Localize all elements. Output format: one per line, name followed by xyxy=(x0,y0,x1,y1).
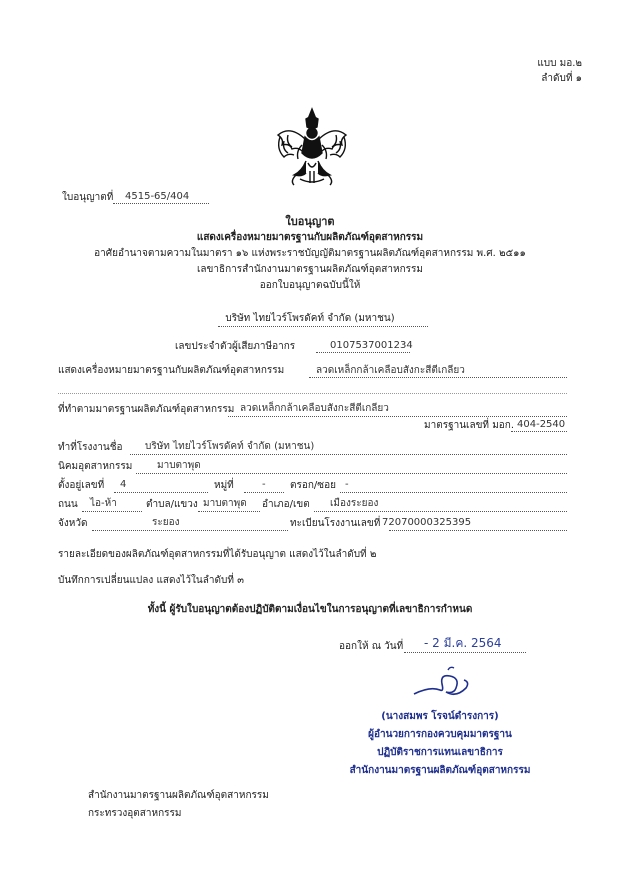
district-value: เมืองระยอง xyxy=(330,498,379,509)
details-note: รายละเอียดของผลิตภัณฑ์อุตสาหกรรมที่ได้รับอนุญาต แสดงไว้ในลำดับที่ ๒ xyxy=(58,549,377,560)
sequence-number: ลำดับที่ ๑ xyxy=(541,73,582,84)
authority-line: อาศัยอำนาจตามความในมาตรา ๑๖ แห่งพระราชบัญญัติมาตรฐานผลิตภัณฑ์อุตสาหกรรม พ.ศ. ๒๕๑๑ xyxy=(94,248,526,259)
garuda-emblem xyxy=(272,105,352,190)
industrial-estate-underline xyxy=(136,473,567,474)
license-number-label: ใบอนุญาตที่ xyxy=(62,192,114,203)
soi-label: ตรอก/ซอย xyxy=(290,480,336,491)
tax-id-label: เลขประจำตัวผู้เสียภาษีอากร xyxy=(175,341,296,352)
soi-value: - xyxy=(345,479,349,490)
signer-title-3: สำนักงานมาตรฐานผลิตภัณฑ์อุตสาหกรรม xyxy=(349,765,531,776)
province-label: จังหวัด xyxy=(58,518,88,529)
signer-name: (นางสมพร โรจน์ดำรงการ) xyxy=(381,711,499,722)
footer-ministry: กระทรวงอุตสาหกรรม xyxy=(88,808,182,819)
address-number: 4 xyxy=(120,479,127,490)
license-number-underline xyxy=(113,203,209,204)
document-subtitle: แสดงเครื่องหมายมาตรฐานกับผลิตภัณฑ์อุตสาหกรรม xyxy=(196,232,424,243)
company-name: บริษัท ไทยไวร์โพรดัคท์ จำกัด (มหาชน) xyxy=(225,313,395,324)
issued-date-label: ออกให้ ณ วันที่ xyxy=(339,641,404,652)
signer-title-2: ปฏิบัติราชการแทนเลขาธิการ xyxy=(377,747,503,758)
road-value: ไอ-ห้า xyxy=(90,498,117,509)
standard-label: ที่ทำตามมาตรฐานผลิตภัณฑ์อุตสาหกรรม xyxy=(58,404,235,415)
province-value: ระยอง xyxy=(152,517,180,528)
district-label: อำเภอ/เขต xyxy=(262,499,310,510)
moo-underline xyxy=(244,492,284,493)
factory-name-label: ทำที่โรงงานชื่อ xyxy=(58,442,123,453)
license-number: 4515-65/404 xyxy=(125,191,190,202)
document-title: ใบอนุญาต xyxy=(285,215,335,228)
standard-number-underline xyxy=(511,431,567,432)
footer-organization: สำนักงานมาตรฐานผลิตภัณฑ์อุตสาหกรรม xyxy=(88,790,269,801)
mark-label: แสดงเครื่องหมายมาตรฐานกับผลิตภัณฑ์อุตสาหกรรม xyxy=(58,365,285,376)
standard-product-underline xyxy=(228,416,567,417)
changes-note: บันทึกการเปลี่ยนแปลง แสดงไว้ในลำดับที่ ๓ xyxy=(58,575,244,586)
address-number-underline xyxy=(114,492,208,493)
subdistrict-label: ตำบล/แขวง xyxy=(146,499,198,510)
factory-registration-underline xyxy=(389,530,567,531)
road-label: ถนน xyxy=(58,499,78,510)
mark-product-underline xyxy=(309,377,567,378)
standard-product: ลวดเหล็กกล้าเคลือบสังกะสีตีเกลียว xyxy=(240,403,389,414)
factory-registration-number: 72070000325395 xyxy=(382,517,472,528)
subdistrict-value: มาบตาพุด xyxy=(203,498,247,509)
issuer-line: เลขาธิการสำนักงานมาตรฐานผลิตภัณฑ์อุตสาหกรรม xyxy=(197,264,423,275)
blank-line xyxy=(58,393,567,394)
tax-id: 0107537001234 xyxy=(330,340,413,351)
soi-underline xyxy=(340,492,567,493)
issue-line: ออกใบอนุญาตฉบับนี้ให้ xyxy=(259,280,361,291)
district-underline xyxy=(314,511,567,512)
province-underline xyxy=(92,530,288,531)
signer-title-1: ผู้อำนวยการกองควบคุมมาตรฐาน xyxy=(368,729,512,740)
standard-number-label: มาตรฐานเลขที่ มอก. xyxy=(424,420,515,431)
form-code: แบบ มอ.๒ xyxy=(537,58,582,69)
moo-label: หมู่ที่ xyxy=(214,480,234,491)
tax-id-underline xyxy=(316,352,410,353)
standard-number: 404-2540 xyxy=(517,419,566,430)
handwritten-signature xyxy=(410,664,480,704)
address-number-label: ตั้งอยู่เลขที่ xyxy=(58,480,105,491)
issued-date: - 2 มี.ค. 2564 xyxy=(424,636,502,650)
mark-product: ลวดเหล็กกล้าเคลือบสังกะสีตีเกลียว xyxy=(316,365,465,376)
moo-value: - xyxy=(262,479,266,490)
factory-name-underline xyxy=(130,454,567,455)
factory-registration-label: ทะเบียนโรงงานเลขที่ xyxy=(290,518,381,529)
company-underline xyxy=(218,326,428,327)
condition-statement: ทั้งนี้ ผู้รับใบอนุญาตต้องปฏิบัติตามเงื่อนไขในการอนุญาตที่เลขาธิการกำหนด xyxy=(147,604,473,615)
road-underline xyxy=(82,511,142,512)
subdistrict-underline xyxy=(198,511,260,512)
industrial-estate: มาบตาพุด xyxy=(157,460,201,471)
factory-name: บริษัท ไทยไวร์โพรดัคท์ จำกัด (มหาชน) xyxy=(145,441,315,452)
industrial-estate-label: นิคมอุตสาหกรรม xyxy=(58,461,133,472)
